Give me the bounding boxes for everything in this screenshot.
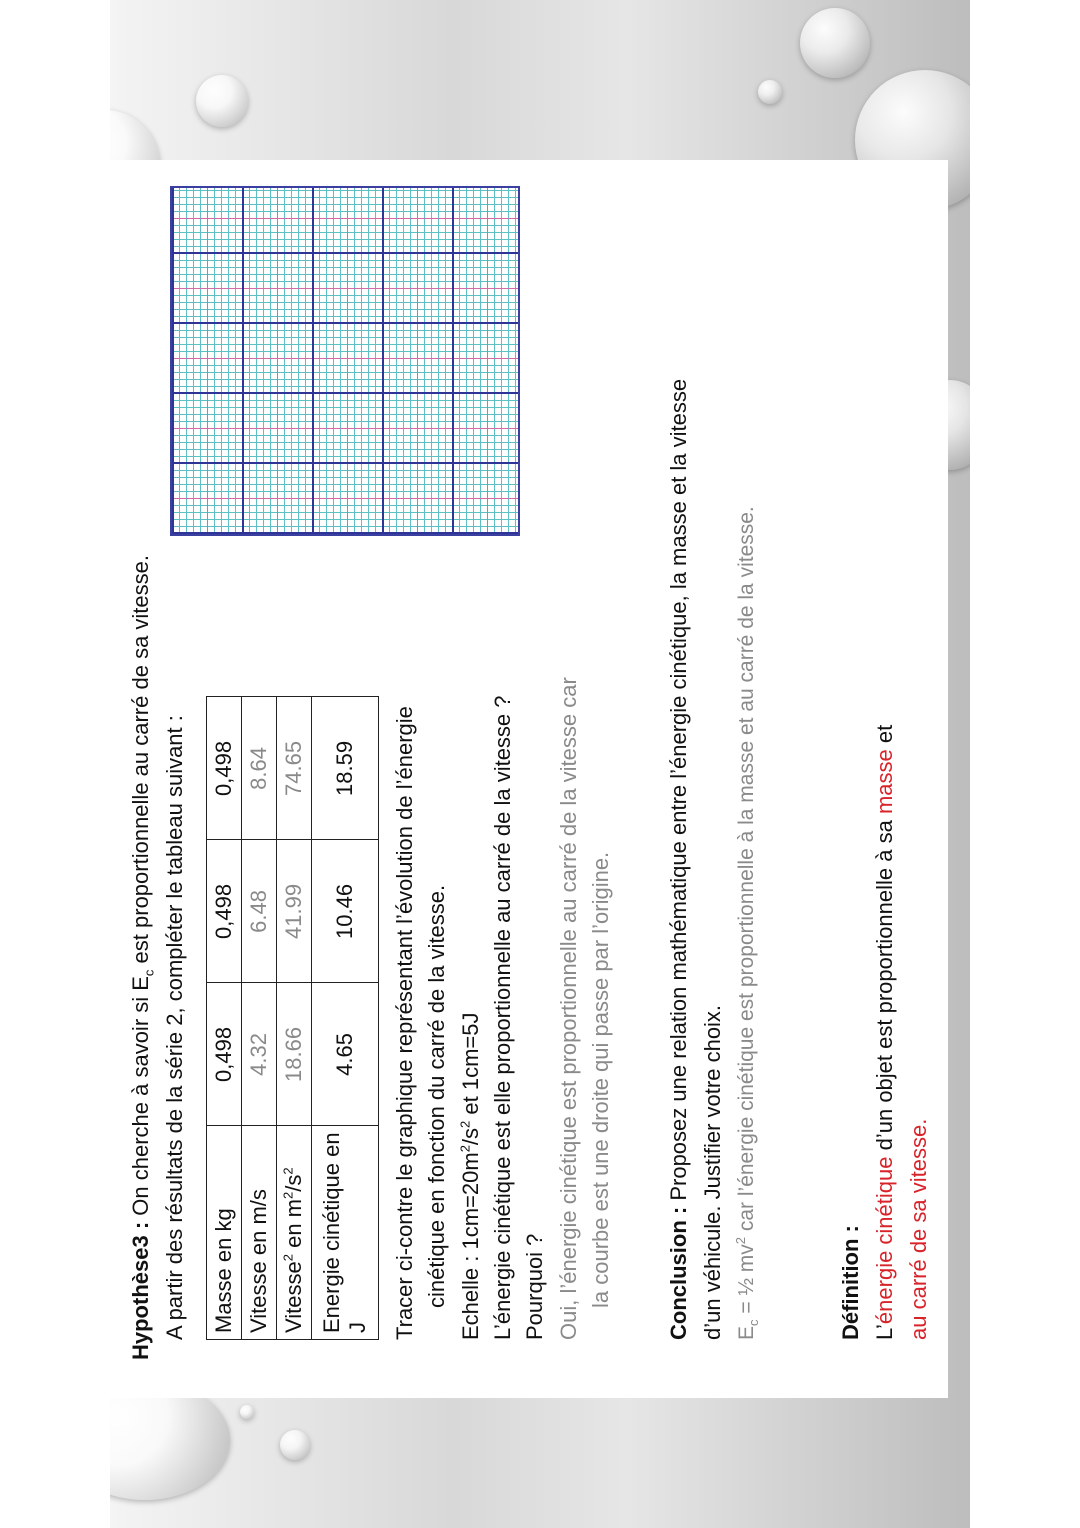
instruction-line: A partir des résultats de la série 2, compléter le tableau suivant : <box>162 715 187 1340</box>
superscript: 2 <box>457 1145 473 1153</box>
water-drop-decoration <box>280 1430 310 1460</box>
subscript-c: c <box>141 969 157 977</box>
table-cell: 4.65 <box>312 983 379 1126</box>
table-row <box>207 697 242 1340</box>
table-cell <box>242 840 277 983</box>
scale-text: /s <box>458 1127 483 1146</box>
cell-value: 41.99 <box>281 883 306 939</box>
hypothesis-line <box>128 555 157 1360</box>
formula-answer-line <box>734 506 760 1340</box>
superscript: 2 <box>280 1254 296 1262</box>
graph-paper-grid <box>170 186 520 536</box>
definition-text: L’ <box>872 1324 897 1340</box>
hypothesis-text: On cherche à savoir si E <box>128 976 153 1222</box>
superscript: 2 <box>457 1120 473 1128</box>
superscript: 2 <box>280 1191 296 1199</box>
conclusion-line: d’un véhicule. Justifier votre choix. <box>700 1004 725 1340</box>
scale-text: et 1cm=5J <box>458 1012 483 1121</box>
scale-line <box>458 1012 484 1340</box>
table-row <box>277 697 312 1340</box>
formula-part: E <box>735 1325 758 1340</box>
cell-value: 6.48 <box>246 890 271 933</box>
data-table <box>206 696 379 1340</box>
rotated-content <box>110 160 948 1398</box>
table-cell: 0,498 <box>207 840 242 983</box>
answer-line: Oui, l’énergie cinétique est proportionnelle au carré de la vitesse car <box>556 677 581 1340</box>
conclusion-label: Conclusion : <box>666 1206 691 1340</box>
table-cell: 18.59 <box>312 697 379 840</box>
table-row <box>312 697 379 1340</box>
definition-text: d’un objet est proportionnelle à sa <box>872 814 897 1157</box>
superscript: 2 <box>280 1167 296 1175</box>
water-drop-decoration <box>196 75 248 127</box>
question-line: Pourquoi ? <box>522 1233 547 1340</box>
table-cell <box>277 840 312 983</box>
graph-instruction-line: cinétique en fonction du carré de la vitesse. <box>424 884 449 1308</box>
definition-line: au carré de sa vitesse. <box>906 1118 931 1340</box>
label-line: Energie cinétique en <box>319 1132 344 1333</box>
row-label-speed-squared <box>277 1126 312 1340</box>
answer-line: la courbe est une droite qui passe par l’origine. <box>588 851 613 1308</box>
table-cell <box>242 697 277 840</box>
table-cell: 0,498 <box>207 697 242 840</box>
superscript: 2 <box>733 1236 748 1245</box>
table-cell: 0,498 <box>207 983 242 1126</box>
formula-part: car l’énergie cinétique est proportionnelle à la masse et au carré de la vitesse. <box>735 506 758 1237</box>
table-cell <box>242 983 277 1126</box>
hypothesis-text-end: est proportionnelle au carré de sa vitesse. <box>128 555 153 970</box>
label-line: J <box>345 1322 370 1333</box>
cell-value: 74.65 <box>281 740 306 796</box>
water-drop-decoration <box>758 80 782 104</box>
hypothesis-label: Hypothèse3 : <box>128 1221 153 1360</box>
definition-line <box>872 725 898 1340</box>
question-line: L’énergie cinétique est elle proportionnelle au carré de la vitesse ? <box>490 695 515 1340</box>
cell-value: 8.64 <box>246 747 271 790</box>
water-drop-decoration <box>110 1380 230 1500</box>
water-drop-decoration <box>240 1405 254 1419</box>
cell-value: 18.66 <box>281 1026 306 1082</box>
cell-value: 4.32 <box>246 1033 271 1076</box>
document-page <box>110 160 948 1398</box>
definition-text: et <box>872 724 897 750</box>
graph-instruction-line: Tracer ci-contre le graphique représentant l’évolution de l’énergie <box>392 706 417 1340</box>
label-part: /s <box>281 1174 306 1192</box>
row-label-energy <box>312 1126 379 1340</box>
table-row <box>242 697 277 1340</box>
table-cell <box>277 983 312 1126</box>
row-label-mass: Masse en kg <box>207 1126 242 1340</box>
label-part: en m <box>281 1198 306 1255</box>
highlight-text: énergie cinétique <box>872 1156 897 1325</box>
conclusion-text: Proposez une relation mathématique entre l’énergie cinétique, la masse et la vitesse <box>666 378 691 1207</box>
conclusion-line <box>666 379 692 1340</box>
row-label-speed: Vitesse en m/s <box>242 1126 277 1340</box>
definition-label: Définition : <box>838 1225 863 1340</box>
water-drop-decoration <box>800 8 870 78</box>
subscript: c <box>746 1319 762 1326</box>
formula-part: = ½ mv <box>735 1244 758 1320</box>
scale-text: Echelle : 1cm=20m <box>458 1152 483 1340</box>
highlight-text: masse <box>872 749 897 815</box>
table-cell: 10.46 <box>312 840 379 983</box>
label-part: Vitesse <box>281 1261 306 1333</box>
table-cell <box>277 697 312 840</box>
